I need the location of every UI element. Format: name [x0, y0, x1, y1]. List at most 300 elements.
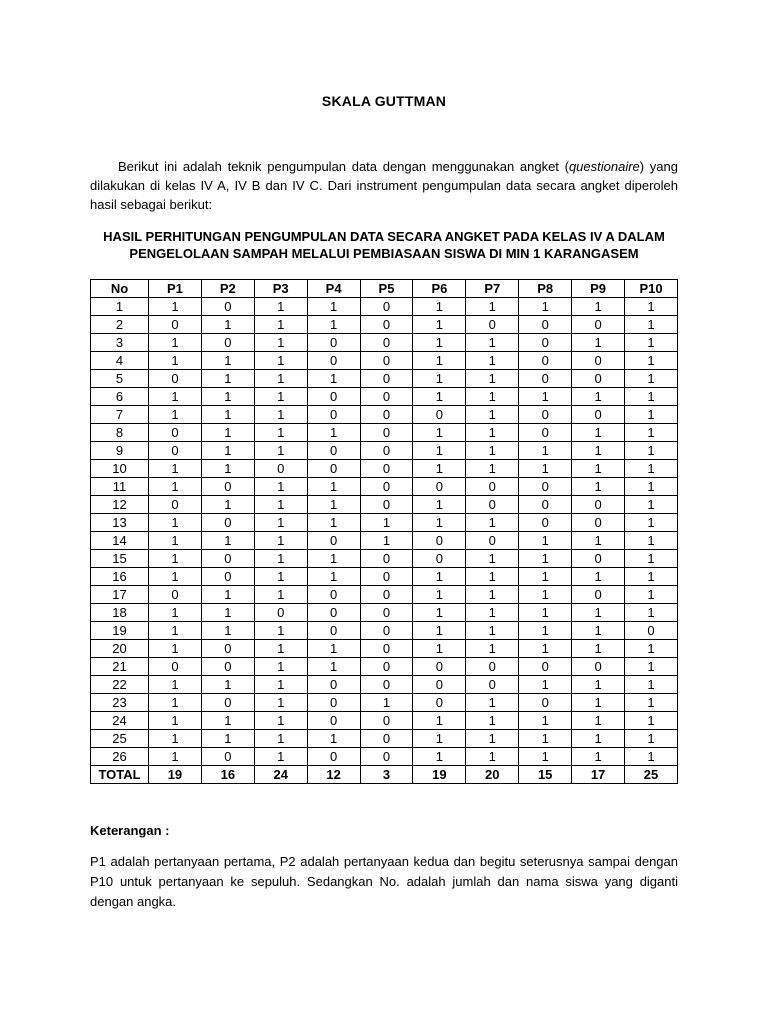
- answer-cell: 1: [254, 442, 307, 460]
- answer-cell: 0: [519, 334, 572, 352]
- answer-cell: 1: [254, 298, 307, 316]
- answer-cell: 1: [413, 316, 466, 334]
- row-number-cell: 12: [91, 496, 149, 514]
- total-cell: 12: [307, 766, 360, 784]
- answer-cell: 0: [360, 370, 413, 388]
- answer-cell: 0: [413, 478, 466, 496]
- table-row: [91, 604, 678, 622]
- answer-cell: 0: [360, 298, 413, 316]
- answer-cell: 1: [307, 640, 360, 658]
- answer-cell: 0: [307, 604, 360, 622]
- answer-cell: 1: [201, 460, 254, 478]
- answer-cell: 1: [254, 406, 307, 424]
- answer-cell: 1: [466, 586, 519, 604]
- answer-cell: 1: [519, 388, 572, 406]
- answer-cell: 0: [572, 514, 625, 532]
- row-number-cell: 23: [91, 694, 149, 712]
- answer-cell: 1: [307, 478, 360, 496]
- answer-cell: 0: [307, 460, 360, 478]
- answer-cell: 0: [201, 748, 254, 766]
- answer-cell: 1: [519, 640, 572, 658]
- answer-cell: 1: [149, 298, 202, 316]
- answer-cell: 1: [572, 532, 625, 550]
- table-row: [91, 640, 678, 658]
- answer-cell: 1: [149, 334, 202, 352]
- answer-cell: 0: [519, 406, 572, 424]
- row-number-cell: 4: [91, 352, 149, 370]
- answer-cell: 1: [201, 424, 254, 442]
- answer-cell: 1: [466, 730, 519, 748]
- answer-cell: 1: [625, 586, 678, 604]
- answer-cell: 1: [201, 622, 254, 640]
- intro-emphasis: questionaire: [568, 159, 640, 174]
- answer-cell: 1: [307, 568, 360, 586]
- row-number-cell: 9: [91, 442, 149, 460]
- answer-cell: 1: [201, 406, 254, 424]
- answer-cell: 1: [413, 460, 466, 478]
- answer-cell: 0: [466, 532, 519, 550]
- answer-cell: 1: [254, 568, 307, 586]
- answer-cell: 1: [572, 460, 625, 478]
- answer-cell: 1: [149, 640, 202, 658]
- answer-cell: 0: [519, 316, 572, 334]
- answer-cell: 1: [307, 424, 360, 442]
- notes-body: P1 adalah pertanyaan pertama, P2 adalah pertanyaan kedua dan begitu seterusnya sampai dengan P10 untuk pertanyaan ke sepuluh. Sedangkan No. adalah jumlah dan nama siswa yang diganti dengan angka.: [90, 854, 678, 909]
- answer-cell: 0: [360, 316, 413, 334]
- answer-cell: 1: [625, 424, 678, 442]
- answer-cell: 1: [572, 730, 625, 748]
- answer-cell: 1: [413, 586, 466, 604]
- answer-cell: 1: [149, 352, 202, 370]
- answer-cell: 0: [413, 532, 466, 550]
- answer-cell: 0: [307, 748, 360, 766]
- intro-text-before: Berikut ini adalah teknik pengumpulan data dengan menggunakan angket (: [118, 159, 569, 174]
- answer-cell: 0: [149, 586, 202, 604]
- answer-cell: 1: [149, 712, 202, 730]
- table-row: [91, 406, 678, 424]
- answer-cell: 0: [254, 460, 307, 478]
- table-row: [91, 442, 678, 460]
- header-p4: P4: [307, 280, 360, 298]
- answer-cell: 1: [572, 568, 625, 586]
- answer-cell: 1: [625, 748, 678, 766]
- intro-text-after: ) yang dilakukan di kelas IV A, IV B dan IV C. Dari instrument pengumpulan data secara angket diperoleh hasil sebagai berikut:: [90, 159, 678, 212]
- answer-cell: 1: [307, 496, 360, 514]
- answer-cell: 1: [413, 622, 466, 640]
- table-row: [91, 460, 678, 478]
- answer-cell: 0: [201, 658, 254, 676]
- answer-cell: 0: [360, 406, 413, 424]
- answer-cell: 0: [572, 352, 625, 370]
- answer-cell: 1: [466, 622, 519, 640]
- answer-cell: 1: [201, 496, 254, 514]
- answer-cell: 1: [466, 406, 519, 424]
- header-p6: P6: [413, 280, 466, 298]
- answer-cell: 0: [572, 586, 625, 604]
- answer-cell: 1: [466, 550, 519, 568]
- answer-cell: 1: [625, 550, 678, 568]
- answer-cell: 1: [625, 460, 678, 478]
- answer-cell: 1: [625, 676, 678, 694]
- answer-cell: 1: [466, 568, 519, 586]
- total-cell: 24: [254, 766, 307, 784]
- answer-cell: 1: [572, 694, 625, 712]
- answer-cell: 0: [360, 676, 413, 694]
- answer-cell: 0: [307, 622, 360, 640]
- table-row: [91, 658, 678, 676]
- answer-cell: 1: [307, 298, 360, 316]
- table-row: [91, 586, 678, 604]
- answer-cell: 0: [307, 442, 360, 460]
- answer-cell: 1: [466, 640, 519, 658]
- guttman-table: [90, 279, 678, 784]
- answer-cell: 0: [572, 406, 625, 424]
- answer-cell: 1: [254, 478, 307, 496]
- table-row: [91, 532, 678, 550]
- answer-cell: 1: [519, 532, 572, 550]
- answer-cell: 1: [254, 586, 307, 604]
- answer-cell: 1: [519, 604, 572, 622]
- table-row: [91, 334, 678, 352]
- answer-cell: 0: [201, 640, 254, 658]
- answer-cell: 0: [201, 514, 254, 532]
- answer-cell: 0: [519, 352, 572, 370]
- total-cell: 3: [360, 766, 413, 784]
- answer-cell: 1: [149, 460, 202, 478]
- answer-cell: 1: [254, 532, 307, 550]
- answer-cell: 1: [572, 298, 625, 316]
- answer-cell: 1: [466, 298, 519, 316]
- answer-cell: 0: [519, 478, 572, 496]
- answer-cell: 1: [466, 712, 519, 730]
- row-number-cell: 22: [91, 676, 149, 694]
- answer-cell: 1: [572, 712, 625, 730]
- answer-cell: 1: [201, 316, 254, 334]
- table-total-row: [91, 766, 678, 784]
- header-p8: P8: [519, 280, 572, 298]
- answer-cell: 1: [466, 352, 519, 370]
- answer-cell: 1: [625, 334, 678, 352]
- header-p3: P3: [254, 280, 307, 298]
- answer-cell: 1: [572, 622, 625, 640]
- answer-cell: 0: [307, 586, 360, 604]
- answer-cell: 1: [254, 658, 307, 676]
- answer-cell: 1: [519, 748, 572, 766]
- answer-cell: 1: [466, 748, 519, 766]
- answer-cell: 1: [149, 676, 202, 694]
- answer-cell: 1: [625, 442, 678, 460]
- total-label: TOTAL: [91, 766, 149, 784]
- answer-cell: 1: [572, 388, 625, 406]
- answer-cell: 1: [254, 676, 307, 694]
- answer-cell: 1: [466, 694, 519, 712]
- answer-cell: 1: [625, 496, 678, 514]
- answer-cell: 0: [572, 658, 625, 676]
- answer-cell: 0: [307, 712, 360, 730]
- answer-cell: 1: [466, 460, 519, 478]
- header-p9: P9: [572, 280, 625, 298]
- answer-cell: 1: [625, 370, 678, 388]
- total-cell: 20: [466, 766, 519, 784]
- table-row: [91, 352, 678, 370]
- answer-cell: 1: [466, 514, 519, 532]
- answer-cell: 0: [413, 658, 466, 676]
- answer-cell: 1: [572, 442, 625, 460]
- answer-cell: 1: [519, 712, 572, 730]
- header-p7: P7: [466, 280, 519, 298]
- answer-cell: 1: [625, 694, 678, 712]
- answer-cell: 1: [201, 676, 254, 694]
- answer-cell: 0: [519, 370, 572, 388]
- answer-cell: 0: [360, 658, 413, 676]
- table-row: [91, 298, 678, 316]
- answer-cell: 1: [572, 676, 625, 694]
- answer-cell: 1: [625, 640, 678, 658]
- answer-cell: 0: [149, 316, 202, 334]
- answer-cell: 1: [625, 658, 678, 676]
- answer-cell: 1: [307, 550, 360, 568]
- answer-cell: 0: [466, 496, 519, 514]
- answer-cell: 1: [413, 496, 466, 514]
- answer-cell: 1: [413, 748, 466, 766]
- answer-cell: 1: [254, 388, 307, 406]
- answer-cell: 1: [201, 388, 254, 406]
- answer-cell: 0: [466, 676, 519, 694]
- answer-cell: 1: [413, 424, 466, 442]
- total-cell: 19: [149, 766, 202, 784]
- answer-cell: 0: [360, 424, 413, 442]
- answer-cell: 0: [466, 316, 519, 334]
- row-number-cell: 20: [91, 640, 149, 658]
- answer-cell: 1: [360, 694, 413, 712]
- answer-cell: 1: [625, 388, 678, 406]
- header-p5: P5: [360, 280, 413, 298]
- answer-cell: 0: [254, 604, 307, 622]
- answer-cell: 0: [519, 658, 572, 676]
- table-row: [91, 478, 678, 496]
- answer-cell: 1: [149, 532, 202, 550]
- answer-cell: 0: [149, 370, 202, 388]
- total-cell: 15: [519, 766, 572, 784]
- answer-cell: 1: [519, 460, 572, 478]
- answer-cell: 0: [413, 694, 466, 712]
- answer-cell: 1: [307, 730, 360, 748]
- answer-cell: 1: [413, 712, 466, 730]
- page-title: SKALA GUTTMAN: [321, 93, 447, 109]
- answer-cell: 0: [307, 406, 360, 424]
- answer-cell: 0: [360, 586, 413, 604]
- answer-cell: 0: [360, 334, 413, 352]
- header-p2: P2: [201, 280, 254, 298]
- answer-cell: 0: [201, 478, 254, 496]
- answer-cell: 1: [254, 640, 307, 658]
- answer-cell: 1: [413, 604, 466, 622]
- answer-cell: 1: [466, 442, 519, 460]
- answer-cell: 1: [625, 514, 678, 532]
- answer-cell: 1: [201, 442, 254, 460]
- answer-cell: 1: [254, 550, 307, 568]
- answer-cell: 1: [149, 604, 202, 622]
- table-row: [91, 622, 678, 640]
- answer-cell: 0: [360, 748, 413, 766]
- answer-cell: 1: [519, 442, 572, 460]
- answer-cell: 0: [201, 334, 254, 352]
- answer-cell: 1: [625, 316, 678, 334]
- answer-cell: 0: [360, 712, 413, 730]
- answer-cell: 1: [625, 568, 678, 586]
- table-row: [91, 694, 678, 712]
- answer-cell: 1: [413, 514, 466, 532]
- answer-cell: 1: [519, 550, 572, 568]
- row-number-cell: 2: [91, 316, 149, 334]
- answer-cell: 1: [572, 334, 625, 352]
- answer-cell: 0: [360, 478, 413, 496]
- header-p1: P1: [149, 280, 202, 298]
- answer-cell: 1: [201, 532, 254, 550]
- table-row: [91, 316, 678, 334]
- answer-cell: 0: [360, 352, 413, 370]
- answer-cell: 1: [254, 748, 307, 766]
- answer-cell: 0: [360, 442, 413, 460]
- answer-cell: 1: [625, 712, 678, 730]
- answer-cell: 1: [466, 388, 519, 406]
- answer-cell: 1: [519, 298, 572, 316]
- notes-heading: Keterangan :: [90, 823, 170, 838]
- row-number-cell: 5: [91, 370, 149, 388]
- answer-cell: 1: [625, 352, 678, 370]
- total-cell: 19: [413, 766, 466, 784]
- answer-cell: 1: [254, 424, 307, 442]
- answer-cell: 0: [572, 316, 625, 334]
- answer-cell: 0: [201, 298, 254, 316]
- answer-cell: 0: [307, 694, 360, 712]
- answer-cell: 1: [254, 514, 307, 532]
- answer-cell: 0: [307, 334, 360, 352]
- answer-cell: 1: [413, 298, 466, 316]
- row-number-cell: 8: [91, 424, 149, 442]
- answer-cell: 0: [572, 496, 625, 514]
- answer-cell: 0: [201, 568, 254, 586]
- answer-cell: 0: [466, 658, 519, 676]
- answer-cell: 1: [466, 604, 519, 622]
- table-caption: HASIL PERHITUNGAN PENGUMPULAN DATA SECARA ANGKET PADA KELAS IV A DALAM PENGELOLAAN SAMPAH MELALUI PEMBIASAAN SISWA DI MIN 1 KARANGASEM: [103, 229, 665, 261]
- answer-cell: 1: [201, 604, 254, 622]
- answer-cell: 1: [519, 676, 572, 694]
- total-cell: 17: [572, 766, 625, 784]
- answer-cell: 1: [254, 316, 307, 334]
- answer-cell: 0: [360, 496, 413, 514]
- row-number-cell: 6: [91, 388, 149, 406]
- answer-cell: 1: [254, 370, 307, 388]
- row-number-cell: 15: [91, 550, 149, 568]
- answer-cell: 1: [149, 730, 202, 748]
- row-number-cell: 19: [91, 622, 149, 640]
- answer-cell: 0: [572, 370, 625, 388]
- answer-cell: 0: [360, 550, 413, 568]
- answer-cell: 1: [625, 604, 678, 622]
- answer-cell: 1: [625, 478, 678, 496]
- answer-cell: 0: [466, 478, 519, 496]
- answer-cell: 1: [254, 694, 307, 712]
- answer-cell: 0: [307, 532, 360, 550]
- answer-cell: 1: [149, 694, 202, 712]
- answer-cell: 0: [201, 694, 254, 712]
- answer-cell: 0: [519, 514, 572, 532]
- row-number-cell: 17: [91, 586, 149, 604]
- answer-cell: 0: [360, 388, 413, 406]
- row-number-cell: 7: [91, 406, 149, 424]
- answer-cell: 1: [413, 352, 466, 370]
- answer-cell: 1: [413, 334, 466, 352]
- row-number-cell: 25: [91, 730, 149, 748]
- answer-cell: 0: [149, 442, 202, 460]
- answer-cell: 0: [360, 622, 413, 640]
- answer-cell: 0: [360, 640, 413, 658]
- answer-cell: 1: [149, 622, 202, 640]
- answer-cell: 1: [149, 478, 202, 496]
- answer-cell: 1: [360, 514, 413, 532]
- answer-cell: 0: [201, 550, 254, 568]
- answer-cell: 0: [360, 568, 413, 586]
- answer-cell: 1: [201, 712, 254, 730]
- answer-cell: 1: [149, 514, 202, 532]
- row-number-cell: 1: [91, 298, 149, 316]
- header-p10: P10: [625, 280, 678, 298]
- answer-cell: 1: [572, 424, 625, 442]
- answer-cell: 0: [307, 352, 360, 370]
- table-row: [91, 748, 678, 766]
- table-header-row: [91, 280, 678, 298]
- answer-cell: 0: [360, 604, 413, 622]
- row-number-cell: 11: [91, 478, 149, 496]
- answer-cell: 1: [307, 658, 360, 676]
- table-row: [91, 712, 678, 730]
- answer-cell: 1: [201, 586, 254, 604]
- answer-cell: 0: [307, 676, 360, 694]
- answer-cell: 1: [307, 370, 360, 388]
- answer-cell: 1: [625, 298, 678, 316]
- answer-cell: 1: [625, 406, 678, 424]
- row-number-cell: 26: [91, 748, 149, 766]
- answer-cell: 1: [413, 370, 466, 388]
- answer-cell: 1: [149, 406, 202, 424]
- answer-cell: 0: [519, 424, 572, 442]
- answer-cell: 0: [625, 622, 678, 640]
- answer-cell: 1: [466, 334, 519, 352]
- table-row: [91, 568, 678, 586]
- table-row: [91, 388, 678, 406]
- answer-cell: 1: [572, 478, 625, 496]
- answer-cell: 1: [149, 550, 202, 568]
- table-row: [91, 370, 678, 388]
- table-row: [91, 730, 678, 748]
- answer-cell: 1: [254, 334, 307, 352]
- answer-cell: 1: [625, 730, 678, 748]
- answer-cell: 1: [572, 640, 625, 658]
- answer-cell: 0: [360, 730, 413, 748]
- row-number-cell: 24: [91, 712, 149, 730]
- answer-cell: 0: [519, 694, 572, 712]
- answer-cell: 1: [201, 370, 254, 388]
- answer-cell: 1: [466, 370, 519, 388]
- answer-cell: 1: [307, 514, 360, 532]
- answer-cell: 1: [149, 568, 202, 586]
- table-row: [91, 676, 678, 694]
- answer-cell: 1: [254, 622, 307, 640]
- row-number-cell: 16: [91, 568, 149, 586]
- answer-cell: 1: [519, 586, 572, 604]
- answer-cell: 1: [201, 730, 254, 748]
